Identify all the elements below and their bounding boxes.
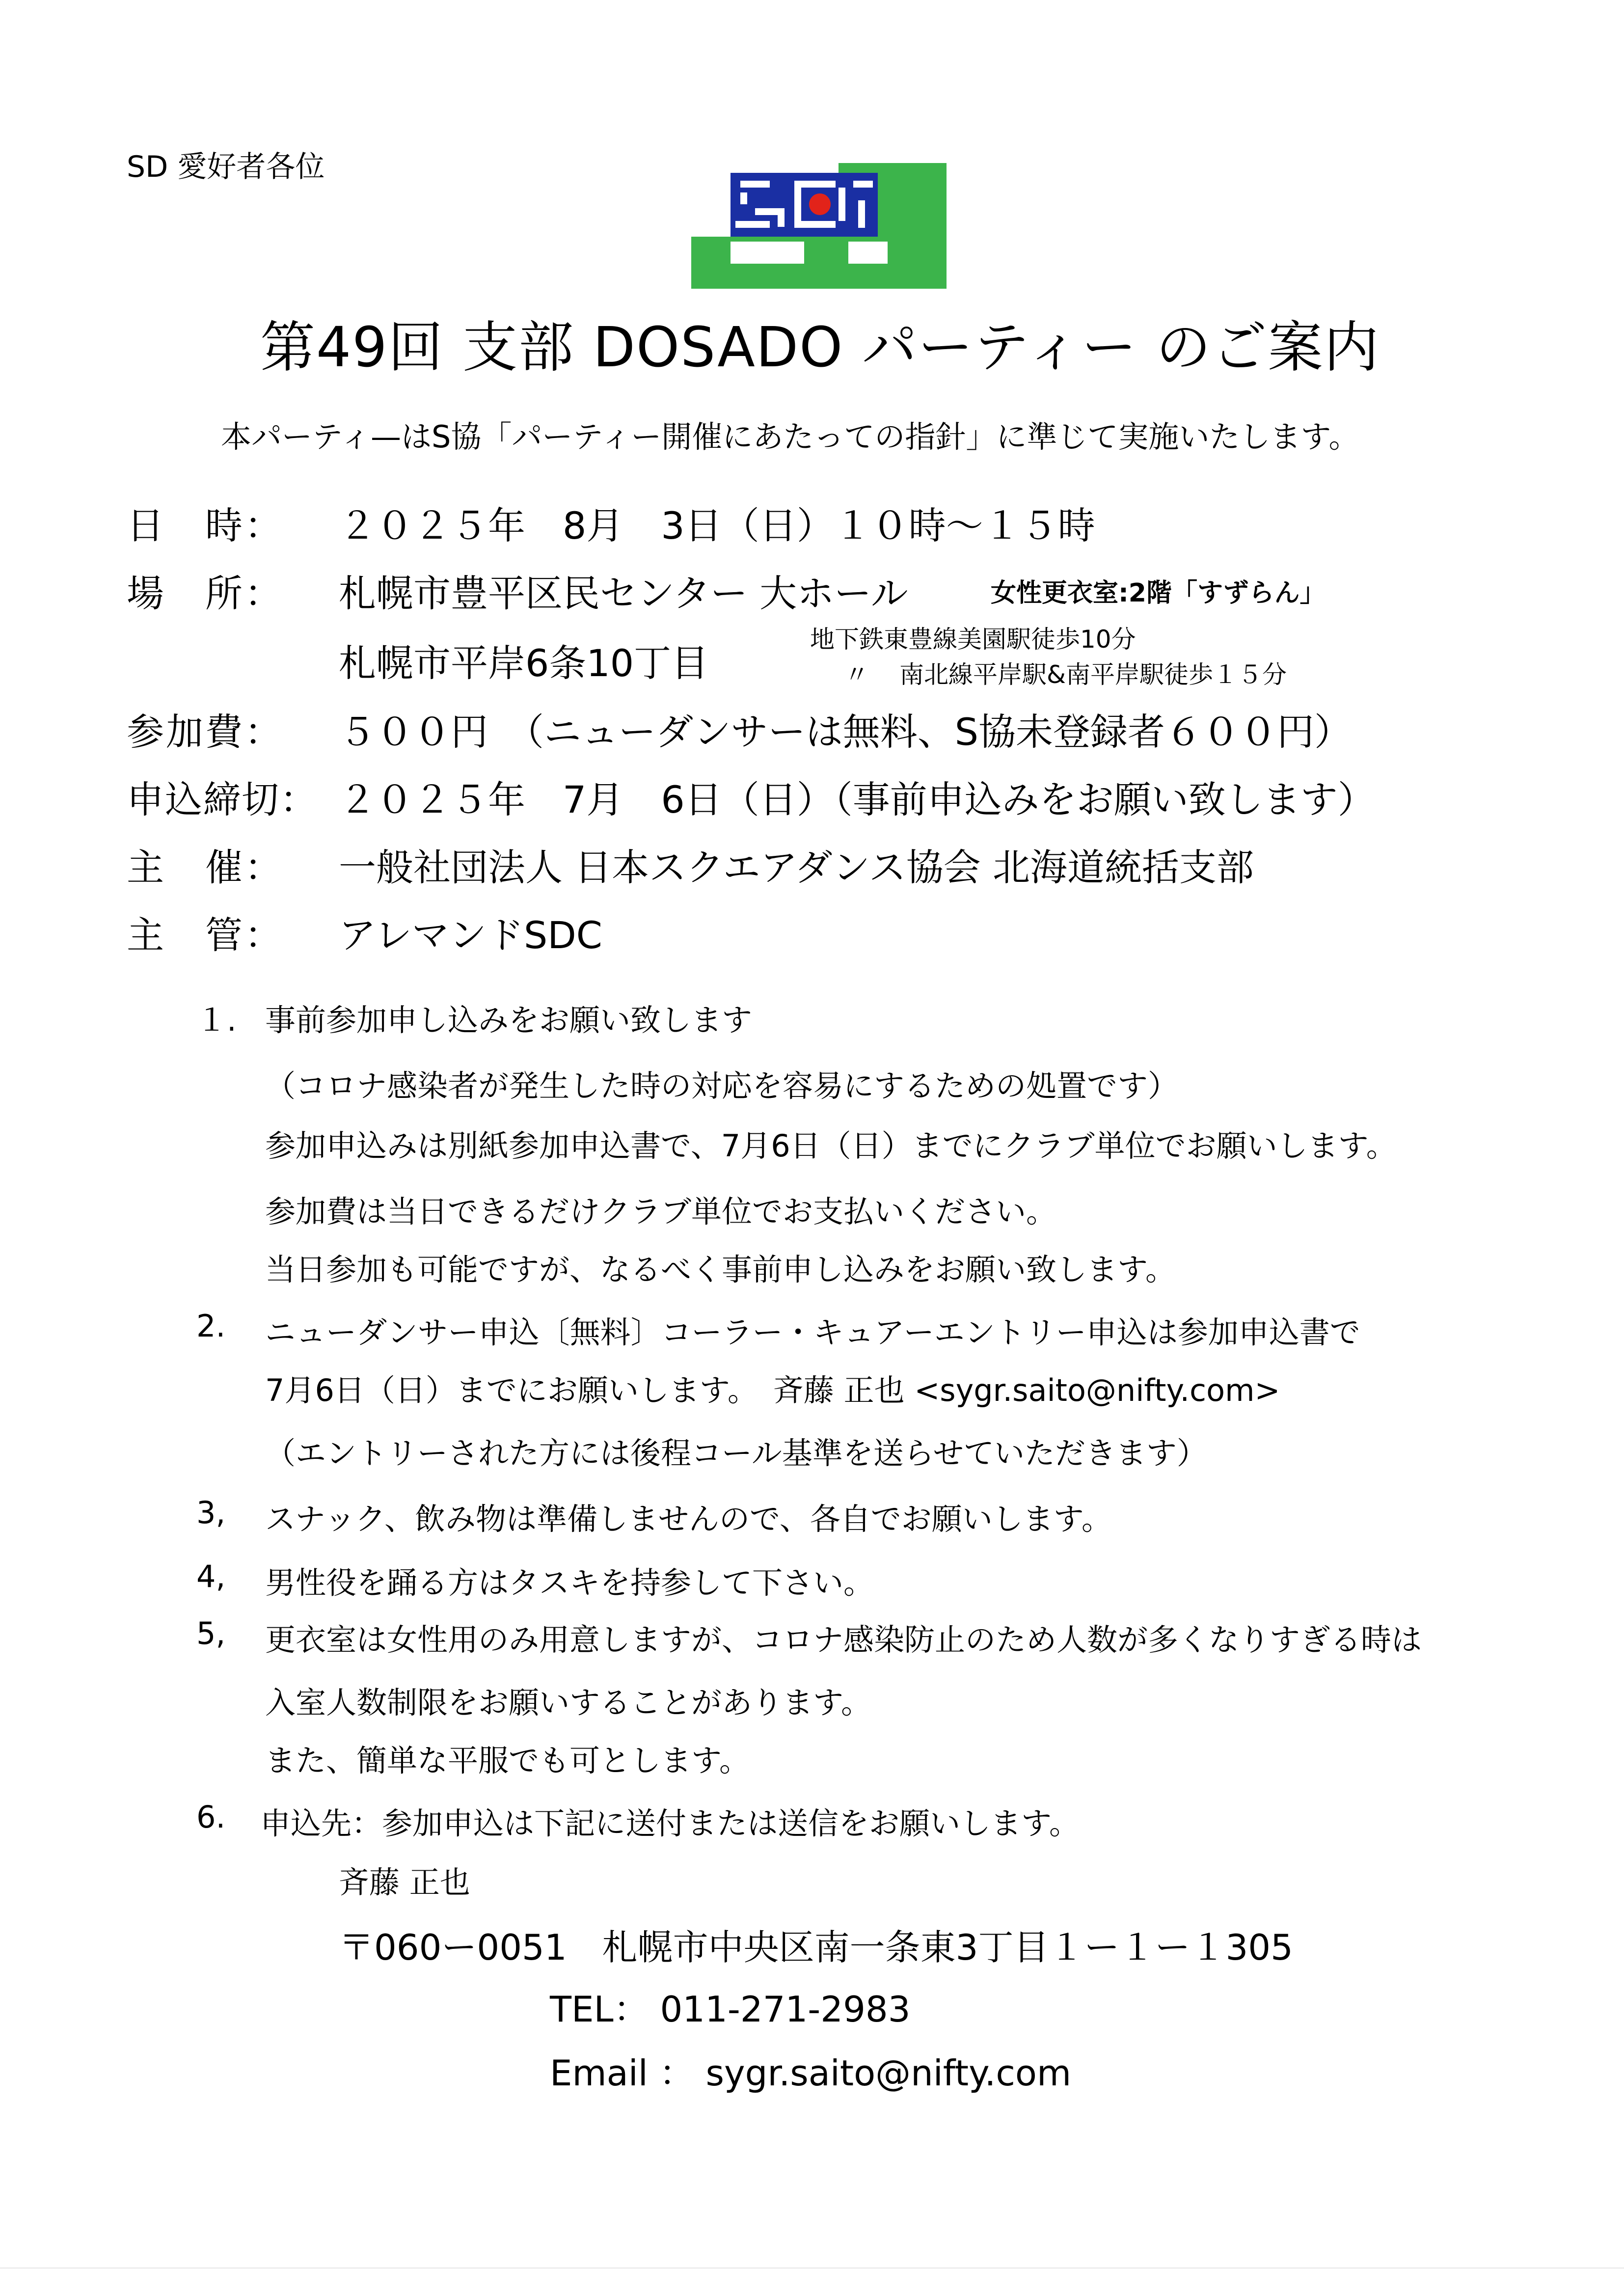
note-2-line-1: ニューダンサー申込〔無料〕コーラー・キュアーエントリー申込は参加申込書で [265, 1314, 1360, 1350]
note-5-line-3: また、簡単な平服でも可とします。 [265, 1743, 750, 1778]
deadline-value: ２０２５年 7月 6日（日）（事前申込みをお願い致します） [339, 778, 1375, 821]
venue-access-mark: 〃 [844, 660, 869, 689]
note-1-line-1: 事前参加申し込みをお願い致します [265, 1002, 753, 1038]
organizer-label: 主 管： [127, 913, 284, 957]
contact-name: 斉藤 正也 [339, 1864, 470, 1900]
note-2-line-2: 7月6日（日）までにお願いします。 斉藤 正也 <sygr.saito@nifty.com> [265, 1372, 1280, 1408]
note-1-line-4: 参加費は当日できるだけクラブ単位でお支払いください。 [265, 1194, 1057, 1230]
page-title: 第49回 支部 DOSADO パーティー のご案内 [260, 316, 1380, 380]
venue-access-1: 地下鉄東豊線美園駅徒歩10分 [810, 625, 1136, 654]
deadline-label: 申込締切： [127, 778, 318, 821]
divider [0, 2268, 1624, 2269]
note-1-line-5: 当日参加も可能ですが、なるべく事前申し込みをお願い致します。 [265, 1252, 1176, 1287]
datetime-label: 日 時： [127, 504, 284, 547]
contact-tel: TEL： 011-271-2983 [550, 1989, 911, 2030]
venue-access-2: 南北線平岸駅&南平岸駅徒歩１５分 [899, 660, 1287, 689]
datetime-value: ２０２５年 8月 3日（日）１０時～１５時 [339, 504, 1095, 547]
host-label: 主 催： [127, 846, 284, 889]
note-4-number: 4, [196, 1558, 226, 1594]
note-2-line-3: （エントリーされた方には後程コール基準を送らせていただきます） [265, 1435, 1207, 1471]
venue-label: 場 所： [127, 572, 284, 615]
venue-name: 札幌市豊平区民センター 大ホール [339, 572, 908, 615]
addressee: SD 愛好者各位 [127, 150, 325, 184]
fee-value: ５００円 （ニューダンサーは無料、S協未登録者６００円） [339, 710, 1352, 754]
note-2-number: 2. [196, 1308, 226, 1344]
organizer-value: アレマンドSDC [339, 913, 602, 957]
note-5-line-2: 入室人数制限をお願いすることがあります。 [265, 1685, 872, 1721]
contact-address: 〒060ー0051 札幌市中央区南一条東3丁目１ー１ー１305 [339, 1927, 1293, 1968]
contact-email: Email ： sygr.saito@nifty.com [550, 2052, 1072, 2094]
note-1-number: １. [196, 1002, 237, 1038]
note-5-line-1: 更衣室は女性用のみ用意しますが、コロナ感染防止のため人数が多くなりすぎる時は [265, 1622, 1422, 1658]
note-3-line-1: スナック、飲み物は準備しませんので、各自でお願いします。 [265, 1501, 1112, 1537]
host-value: 一般社団法人 日本スクエアダンス協会 北海道統括支部 [339, 846, 1254, 889]
note-5-number: 5, [196, 1615, 226, 1651]
intro-text: 本パーティ—はS協「パーティー開催にあたっての指針」に準じて実施いたします。 [221, 419, 1359, 455]
note-6-line-1: 申込先：参加申込は下記に送付または送信をお願いします。 [260, 1805, 1080, 1841]
fee-label: 参加費： [127, 710, 284, 754]
note-4-line-1: 男性役を踊る方はタスキを持参して下さい。 [265, 1565, 874, 1601]
sd-logo-icon [691, 163, 947, 289]
venue-address: 札幌市平岸6条10丁目 [339, 641, 709, 685]
dressing-room-note: 女性更衣室:2階「すずらん」 [991, 578, 1326, 608]
note-3-number: 3, [196, 1495, 226, 1531]
note-1-line-3: 参加申込みは別紙参加申込書で、7月6日（日）までにクラブ単位でお願いします。 [265, 1128, 1397, 1164]
note-6-number: 6. [196, 1799, 226, 1835]
note-1-line-2: （コロナ感染者が発生した時の対応を容易にするための処置です） [265, 1068, 1179, 1104]
